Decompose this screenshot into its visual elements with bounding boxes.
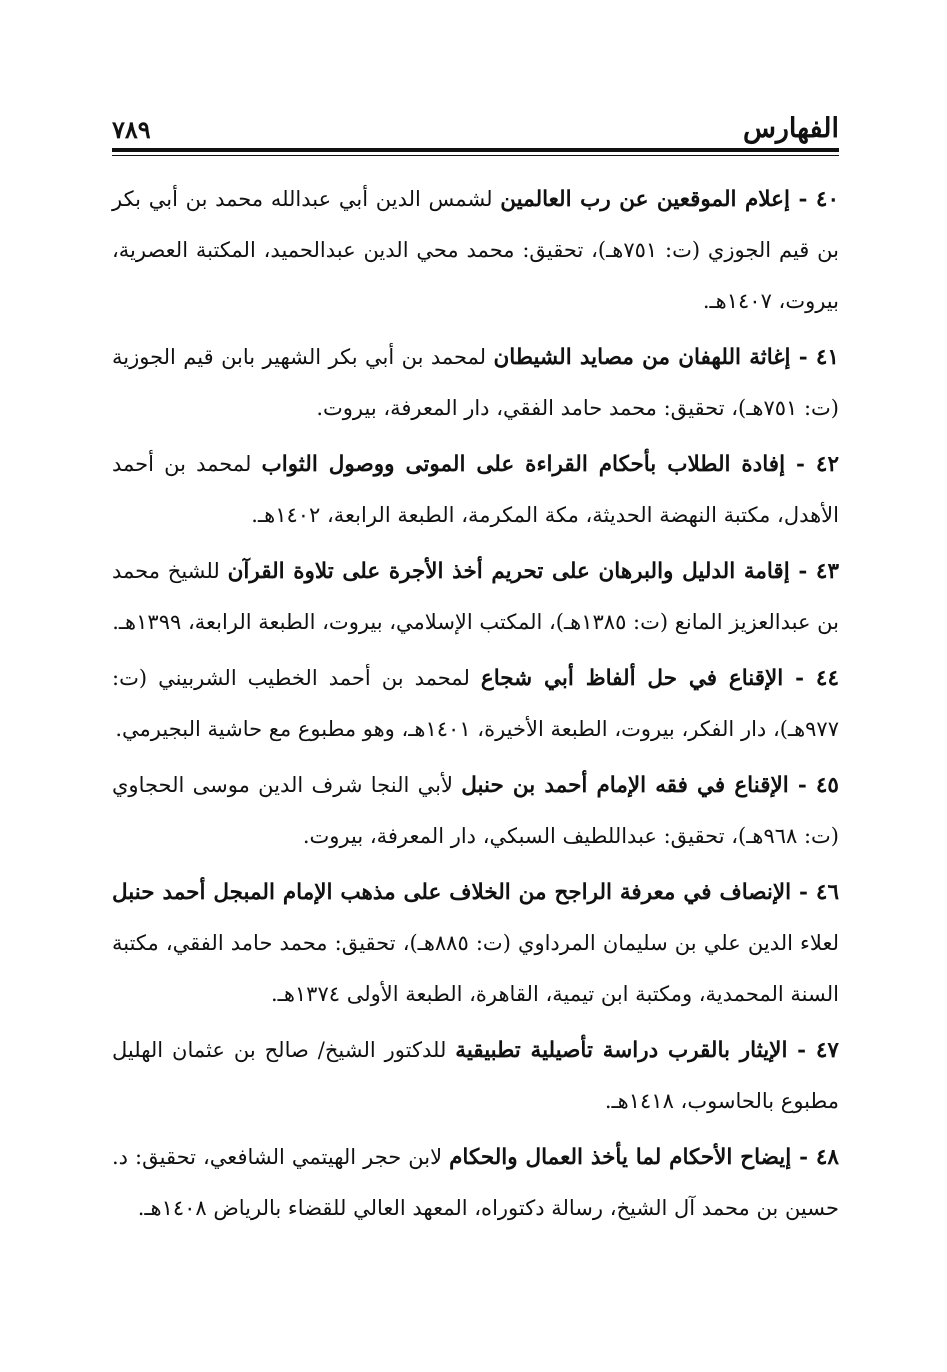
bibliography-entry bbox=[112, 1132, 839, 1234]
entry-number: ٤٥ - bbox=[788, 773, 839, 798]
bibliography-entry bbox=[112, 174, 839, 327]
entry-title: إغاثة اللهفان من مصايد الشيطان bbox=[493, 345, 791, 370]
entry-title: الإيثار بالقرب دراسة تأصيلية تطبيقية bbox=[455, 1038, 788, 1063]
entry-details: لمحمد بن أبي بكر الشهير بابن قيم الجوزية (ت: ٧٥١هـ)، تحقيق: محمد حامد الفقي، دار المعرفة، بيروت. bbox=[112, 345, 839, 420]
entry-details: لشمس الدين أبي عبدالله محمد بن أبي بكر بن قيم الجوزي (ت: ٧٥١هـ)، تحقيق: محمد محي الدين عبدالحميد، المكتبة العصرية، بيروت، ١٤٠٧هـ. bbox=[112, 187, 840, 313]
header-rule-thick bbox=[112, 148, 839, 152]
entry-number: ٤١ - bbox=[790, 345, 839, 370]
page-header bbox=[112, 96, 839, 142]
entry-number: ٤٨ - bbox=[791, 1145, 839, 1170]
entry-details: لمحمد بن أحمد الخطيب الشربيني (ت: ٩٧٧هـ)، دار الفكر، بيروت، الطبعة الأخيرة، ١٤٠١هـ، وهو مطبوع مع حاشية البجيرمي. bbox=[112, 666, 839, 741]
bibliography-entry bbox=[112, 760, 839, 862]
entry-details: للدكتور الشيخ/ صالح بن عثمان الهليل مطبوع بالحاسوب، ١٤١٨هـ. bbox=[112, 1038, 839, 1113]
running-title: الفهارس bbox=[742, 113, 839, 144]
entry-number: ٤٦ - bbox=[791, 880, 839, 905]
entry-details: لمحمد بن أحمد الأهدل، مكتبة النهضة الحديثة، مكة المكرمة، الطبعة الرابعة، ١٤٠٢هـ. bbox=[112, 452, 839, 527]
entry-title: الإقناع في فقه الإمام أحمد بن حنبل bbox=[461, 773, 789, 798]
entry-number: ٤٧ - bbox=[787, 1038, 839, 1063]
bibliography-entry bbox=[112, 867, 839, 1020]
entry-title: إقامة الدليل والبرهان على تحريم أخذ الأجرة على تلاوة القرآن bbox=[227, 559, 790, 584]
bibliography-entry bbox=[112, 653, 839, 755]
entry-title: إفادة الطلاب بأحكام القراءة على الموتى ووصول الثواب bbox=[261, 452, 786, 477]
header-rule-thin bbox=[112, 155, 839, 156]
entry-details: للشيخ محمد بن عبدالعزيز المانع (ت: ١٣٨٥هـ)، المكتب الإسلامي، بيروت، الطبعة الرابعة، ١٣٩٩هـ. bbox=[112, 559, 839, 634]
entry-title: إعلام الموقعين عن رب العالمين bbox=[500, 187, 790, 212]
entry-number: ٤٢ - bbox=[785, 452, 839, 477]
entry-title: الإنصاف في معرفة الراجح من الخلاف على مذهب الإمام المبجل أحمد حنبل bbox=[112, 880, 792, 905]
page-number: ٧٨٩ bbox=[112, 115, 151, 144]
entry-details: لابن حجر الهيتمي الشافعي، تحقيق: د. حسين بن محمد آل الشيخ، رسالة دكتوراه، المعهد العالي للقضاء بالرياض ١٤٠٨هـ. bbox=[112, 1145, 839, 1220]
bibliography-list bbox=[112, 174, 839, 1234]
bibliography-entry bbox=[112, 1025, 839, 1127]
entry-title: الإقناع في حل ألفاظ أبي شجاع bbox=[480, 666, 784, 691]
entry-number: ٤٣ - bbox=[789, 559, 839, 584]
entry-number: ٤٠ - bbox=[789, 187, 839, 212]
bibliography-entry bbox=[112, 546, 839, 648]
bibliography-entry bbox=[112, 439, 839, 541]
entry-number: ٤٤ - bbox=[783, 666, 839, 691]
entry-details: لأبي النجا شرف الدين موسى الحجاوي (ت: ٩٦٨هـ)، تحقيق: عبداللطيف السبكي، دار المعرفة، بيروت. bbox=[112, 773, 839, 848]
bibliography-entry bbox=[112, 332, 839, 434]
entry-title: إيضاح الأحكام لما يأخذ العمال والحكام bbox=[449, 1145, 792, 1170]
entry-details: لعلاء الدين علي بن سليمان المرداوي (ت: ٨٨٥هـ)، تحقيق: محمد حامد الفقي، مكتبة السنة المحمدية، ومكتبة ابن تيمية، القاهرة، الطبعة الأولى ١٣٧٤هـ. bbox=[112, 931, 839, 1006]
